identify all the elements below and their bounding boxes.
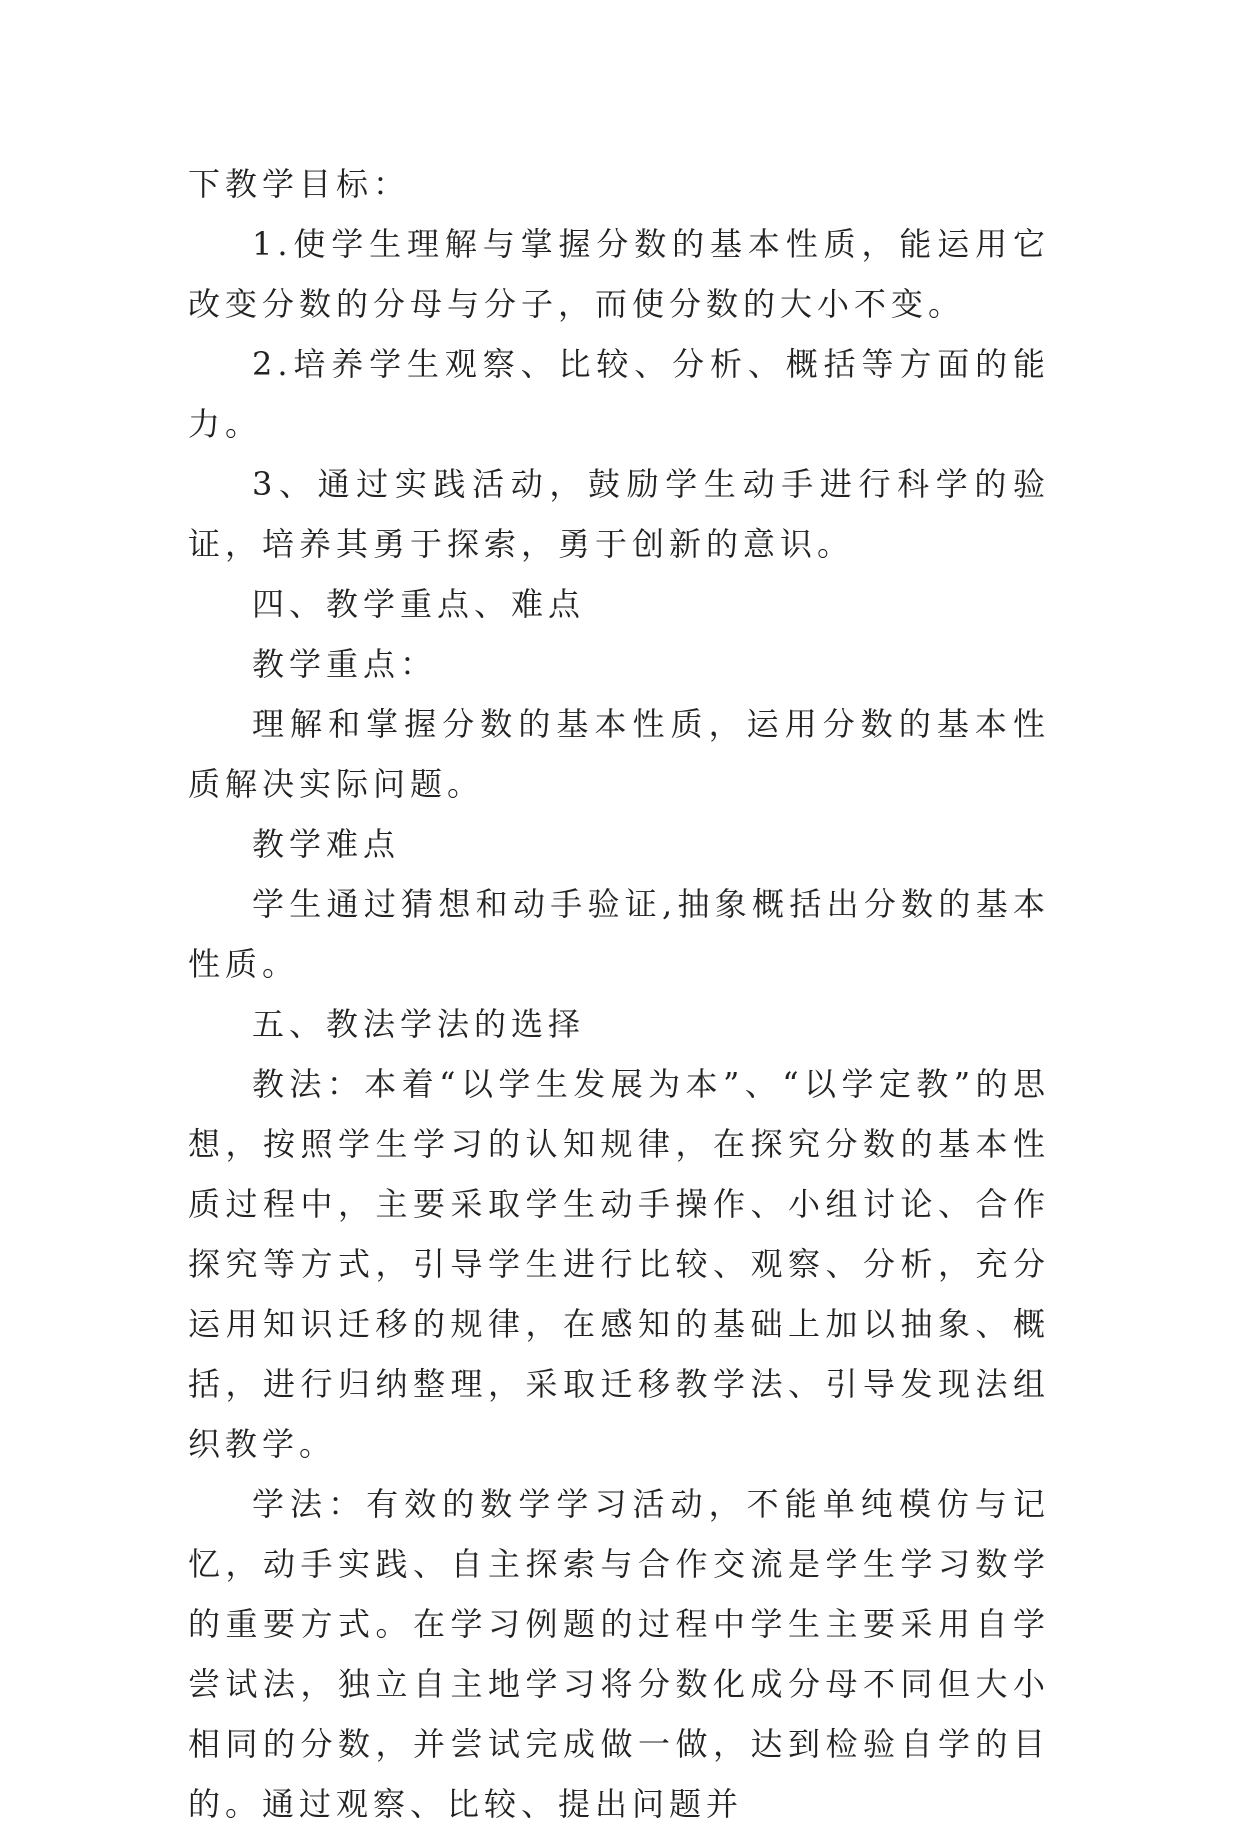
paragraph-teaching-difficulty: 学生通过猜想和动手验证,抽象概括出分数的基本性质。 (188, 885, 1050, 983)
section-heading-methods: 五、教法学法的选择 (252, 1005, 586, 1043)
paragraph-goal-1: 1.使学生理解与掌握分数的基本性质，能运用它改变分数的分母与分子，而使分数的大小不变。 (188, 225, 1050, 323)
body-text (188, 154, 1050, 1834)
paragraph-teaching-method: 教法：本着“以学生发展为本”、“以学定教”的思想，按照学生学习的认知规律，在探究分数的基本性质过程中，主要采取学生动手操作、小组讨论、合作探究等方式，引导学生进行比较、观察、分析，充分运用知识迁移的规律，在感知的基础上加以抽象、概括，进行归纳整理，采取迁移教学法、引导发现法组织教学。 (188, 1065, 1050, 1463)
paragraph-intro: 下教学目标： (188, 165, 411, 203)
section-heading-key-points: 四、教学重点、难点 (252, 585, 586, 623)
subheading-teaching-difficulty: 教学难点 (252, 825, 401, 863)
subheading-teaching-focus: 教学重点： (252, 645, 438, 683)
paragraph-goal-3: 3、通过实践活动，鼓励学生动手进行科学的验证，培养其勇于探索，勇于创新的意识。 (188, 465, 1050, 563)
paragraph-teaching-focus: 理解和掌握分数的基本性质，运用分数的基本性质解决实际问题。 (188, 705, 1050, 803)
paragraph-learning-method: 学法：有效的数学学习活动，不能单纯模仿与记忆，动手实践、自主探索与合作交流是学生学习数学的重要方式。在学习例题的过程中学生主要采用自学尝试法，独立自主地学习将分数化成分母不同但大小相同的分数，并尝试完成做一做，达到检验自学的目的。通过观察、比较、提出问题并 (188, 1485, 1050, 1823)
paragraph-goal-2: 2.培养学生观察、比较、分析、概括等方面的能力。 (188, 345, 1050, 443)
